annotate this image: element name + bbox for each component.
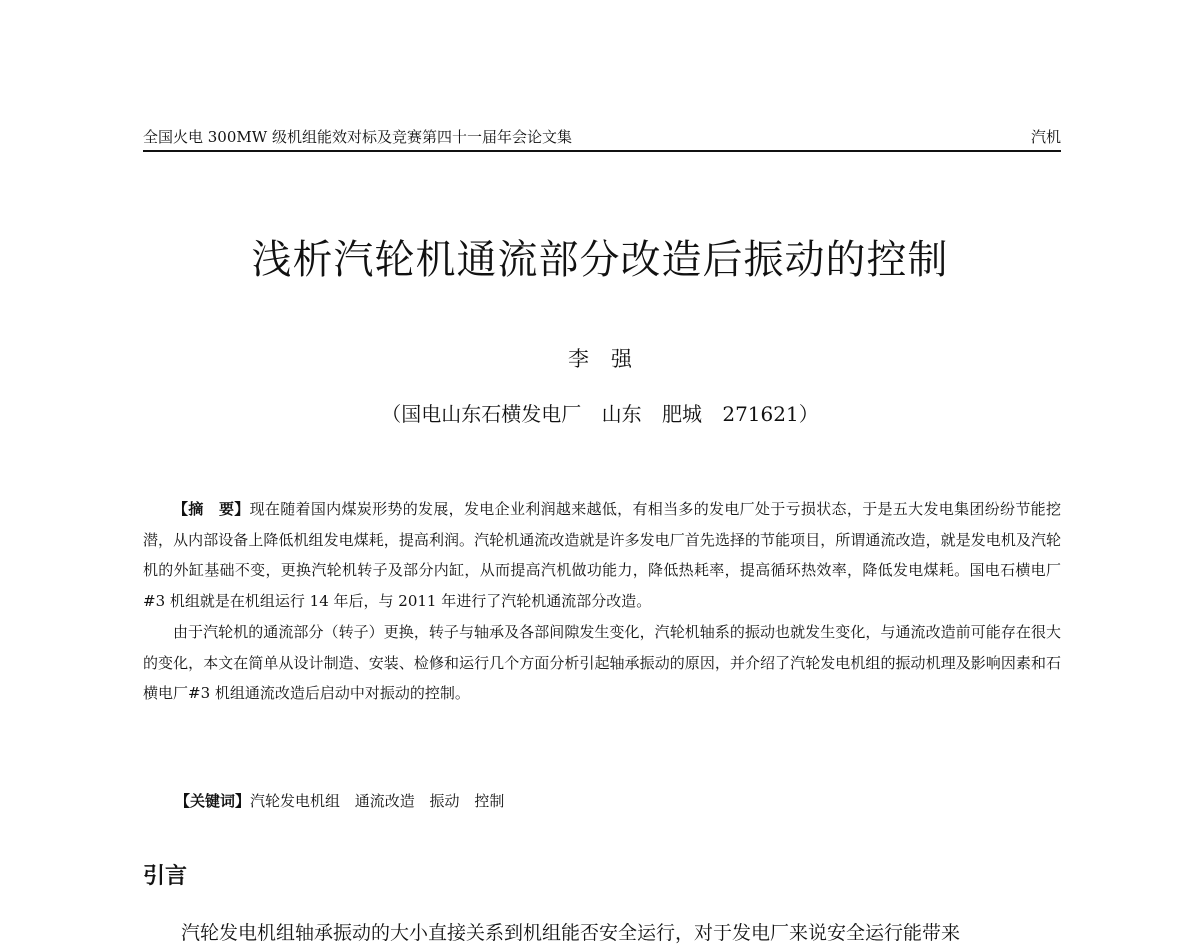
abstract-paragraph-2: 由于汽轮机的通流部分（转子）更换，转子与轴承及各部间隙发生变化，汽轮机轴系的振动也就发生变化，与通流改造前可能存在很大的变化，本文在简单从设计制造、安装、检修和运行几个方面分析引起轴承振动的原因，并介绍了汽轮发电机组的振动机理及影响因素和石横电厂#3 机组通流改造后启动中对振动的控制。 [143, 622, 1061, 703]
abstract-text-1: 现在随着国内煤炭形势的发展，发电企业利润越来越低，有相当多的发电厂处于亏损状态，于是五大发电集团纷纷节能挖潜，从内部设备上降低机组发电煤耗，提高利润。汽轮机通流改造就是许多发电厂首先选择的节能项目，所谓通流改造，就是发电机及汽轮机的外缸基础不变，更换汽轮机转子及部分内缸，从而提高汽机做功能力，降低热耗率，提高循环热效率，降低发电煤耗。国电石横电厂#3 机组就是在机组运行 14 年后，与 2011 年进行了汽轮机通流部分改造。 [143, 500, 1061, 611]
abstract-label: 【摘 要】 [173, 500, 250, 518]
keywords-value: 汽轮发电机组 通流改造 振动 控制 [250, 792, 505, 810]
abstract-paragraph-1 [143, 494, 1061, 617]
author-affiliation: （国电山东石横发电厂 山东 肥城 271621） [381, 402, 819, 426]
paper-title: 浅析汽轮机通流部分改造后振动的控制 [251, 237, 949, 283]
keywords-label: 【关键词】 [175, 792, 251, 810]
section-heading-intro: 引言 [143, 864, 188, 889]
author-name: 李强 [568, 347, 654, 371]
running-header [143, 124, 1061, 152]
keywords [175, 790, 504, 811]
header-proceedings-title: 全国火电 300MW 级机组能效对标及竞赛第四十一届年会论文集 [143, 128, 572, 146]
header-section-label: 汽机 [1030, 128, 1061, 146]
abstract [143, 494, 1061, 709]
body-paragraph-start: 汽轮发电机组轴承振动的大小直接关系到机组能否安全运行，对于发电厂来说安全运行能带来 [181, 922, 961, 944]
